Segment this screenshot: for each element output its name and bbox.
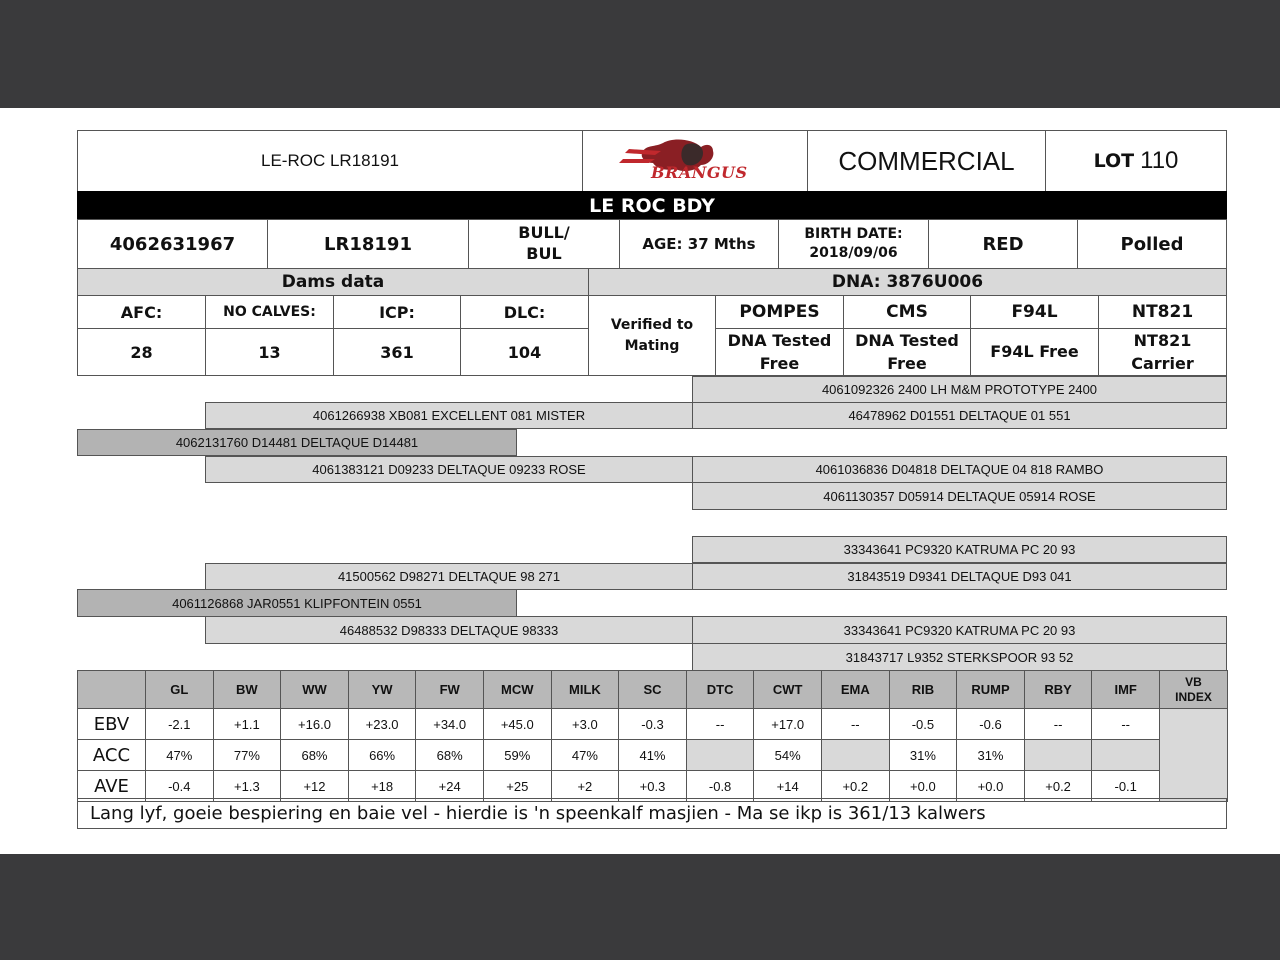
dna-test-result: DNA Tested Free bbox=[843, 328, 971, 376]
ebv-value-cell: +12 bbox=[280, 770, 349, 802]
dna-test-name: CMS bbox=[843, 295, 971, 329]
ebv-column-header: WW bbox=[280, 670, 349, 709]
dna-test-name: NT821 bbox=[1098, 295, 1227, 329]
ebv-value-cell: 66% bbox=[348, 739, 417, 771]
pedigree-sire-dam-sire: 4061036836 D04818 DELTAQUE 04 818 RAMBO bbox=[692, 456, 1227, 483]
age: AGE: 37 Mths bbox=[619, 219, 779, 269]
ebv-value-cell: +24 bbox=[415, 770, 484, 802]
brangus-logo bbox=[582, 130, 808, 192]
ebv-value-cell: +0.2 bbox=[821, 770, 890, 802]
ebv-value-cell: -0.6 bbox=[956, 708, 1025, 740]
ebv-value-cell: -0.5 bbox=[889, 708, 958, 740]
no-calves-label: NO CALVES: bbox=[205, 295, 334, 329]
ebv-value-cell: 41% bbox=[618, 739, 687, 771]
dams-heading: Dams data bbox=[77, 268, 589, 296]
ebv-column-header: MILK bbox=[551, 670, 620, 709]
ebv-value-cell: 68% bbox=[415, 739, 484, 771]
ebv-column-header: EMA bbox=[821, 670, 890, 709]
ebv-column-header: SC bbox=[618, 670, 687, 709]
afc-label: AFC: bbox=[77, 295, 206, 329]
animal-name: LE-ROC LR18191 bbox=[77, 130, 583, 192]
dna-test-result: NT821 Carrier bbox=[1098, 328, 1227, 376]
ebv-column-header: RUMP bbox=[956, 670, 1025, 709]
ebv-value-cell: +1.3 bbox=[213, 770, 282, 802]
ebv-value-cell: +34.0 bbox=[415, 708, 484, 740]
pedigree-dam-sire-sire: 33343641 PC9320 KATRUMA PC 20 93 bbox=[692, 536, 1227, 563]
pedigree-sire-sire-dam: 46478962 D01551 DELTAQUE 01 551 bbox=[692, 402, 1227, 429]
ebv-value-cell bbox=[1091, 739, 1160, 771]
ebv-value-cell: 59% bbox=[483, 739, 552, 771]
ebv-value-cell: -- bbox=[686, 708, 755, 740]
ebv-value-cell: 31% bbox=[889, 739, 958, 771]
ebv-value-cell: 31% bbox=[956, 739, 1025, 771]
ebv-value-cell: 47% bbox=[145, 739, 214, 771]
icp-value: 361 bbox=[333, 328, 461, 376]
ebv-row-label: EBV bbox=[77, 708, 146, 740]
ebv-value-cell bbox=[821, 739, 890, 771]
ebv-value-cell: -0.1 bbox=[1091, 770, 1160, 802]
icp-label: ICP: bbox=[333, 295, 461, 329]
comment-text: Lang lyf, goeie bespiering en baie vel - hierdie is 'n speenkalf masjien - Ma se ikp is 361/13 kalwers bbox=[77, 798, 1227, 829]
dlc-label: DLC: bbox=[460, 295, 589, 329]
sex: BULL/ BUL bbox=[468, 219, 620, 269]
ebv-value-cell: -0.3 bbox=[618, 708, 687, 740]
ebv-value-cell: +45.0 bbox=[483, 708, 552, 740]
colour: RED bbox=[928, 219, 1078, 269]
ebv-row-label: ACC bbox=[77, 739, 146, 771]
ebv-value-cell: -0.8 bbox=[686, 770, 755, 802]
lot-number: 110 bbox=[1140, 147, 1179, 174]
ebv-value-cell: +0.3 bbox=[618, 770, 687, 802]
pedigree-dam-dam: 46488532 D98333 DELTAQUE 98333 bbox=[205, 616, 693, 644]
lot-box bbox=[1045, 130, 1227, 192]
dna-test-result: F94L Free bbox=[970, 328, 1099, 376]
index-value-cell bbox=[1159, 708, 1228, 802]
pedigree-dam-sire-dam: 31843519 D9341 DELTAQUE D93 041 bbox=[692, 563, 1227, 590]
ebv-value-cell: -0.4 bbox=[145, 770, 214, 802]
no-calves-value: 13 bbox=[205, 328, 334, 376]
ebv-value-cell: +0.0 bbox=[889, 770, 958, 802]
ebv-value-cell: +25 bbox=[483, 770, 552, 802]
ebv-value-cell: +18 bbox=[348, 770, 417, 802]
dna-test-name: POMPES bbox=[715, 295, 844, 329]
category: COMMERCIAL bbox=[807, 130, 1046, 192]
pedigree-dam: 4061126868 JAR0551 KLIPFONTEIN 0551 bbox=[77, 589, 517, 617]
ebv-value-cell: +0.2 bbox=[1024, 770, 1093, 802]
ebv-value-cell bbox=[1024, 739, 1093, 771]
ebv-column-header: RIB bbox=[889, 670, 958, 709]
birth-date: BIRTH DATE: 2018/09/06 bbox=[778, 219, 929, 269]
ebv-value-cell: +23.0 bbox=[348, 708, 417, 740]
id-number: 4062631967 bbox=[77, 219, 268, 269]
ebv-value-cell: -- bbox=[821, 708, 890, 740]
pedigree-dam-dam-sire: 33343641 PC9320 KATRUMA PC 20 93 bbox=[692, 616, 1227, 644]
ebv-value-cell: -- bbox=[1091, 708, 1160, 740]
lot-card bbox=[0, 108, 1280, 854]
ebv-column-header: YW bbox=[348, 670, 417, 709]
ebv-value-cell: -- bbox=[1024, 708, 1093, 740]
lot-label: LOT bbox=[1093, 150, 1135, 172]
ebv-value-cell: +17.0 bbox=[753, 708, 822, 740]
tag-number: LR18191 bbox=[267, 219, 469, 269]
dna-test-name: F94L bbox=[970, 295, 1099, 329]
ebv-value-cell: +14 bbox=[753, 770, 822, 802]
afc-value: 28 bbox=[77, 328, 206, 376]
horn-status: Polled bbox=[1077, 219, 1227, 269]
ebv-value-cell: 77% bbox=[213, 739, 282, 771]
verified-to-mating: Verified to Mating bbox=[588, 295, 716, 376]
dna-test-result: DNA Tested Free bbox=[715, 328, 844, 376]
ebv-value-cell: -2.1 bbox=[145, 708, 214, 740]
ebv-column-header: CWT bbox=[753, 670, 822, 709]
logo-text: BRANGUS bbox=[651, 163, 748, 182]
ebv-column-header: FW bbox=[415, 670, 484, 709]
ebv-value-cell: +0.0 bbox=[956, 770, 1025, 802]
ebv-corner bbox=[77, 670, 146, 709]
index-column-header: VB INDEX bbox=[1159, 670, 1228, 709]
ebv-value-cell: 47% bbox=[551, 739, 620, 771]
pedigree-sire-sire-sire: 4061092326 2400 LH M&M PROTOTYPE 2400 bbox=[692, 376, 1227, 403]
ebv-value-cell: +3.0 bbox=[551, 708, 620, 740]
pedigree-sire-sire: 4061266938 XB081 EXCELLENT 081 MISTER bbox=[205, 402, 693, 429]
ebv-column-header: RBY bbox=[1024, 670, 1093, 709]
ebv-column-header: MCW bbox=[483, 670, 552, 709]
dlc-value: 104 bbox=[460, 328, 589, 376]
ebv-column-header: IMF bbox=[1091, 670, 1160, 709]
ebv-column-header: DTC bbox=[686, 670, 755, 709]
ebv-value-cell bbox=[686, 739, 755, 771]
ebv-value-cell: 54% bbox=[753, 739, 822, 771]
ebv-column-header: GL bbox=[145, 670, 214, 709]
dna-heading: DNA: 3876U006 bbox=[588, 268, 1227, 296]
pedigree-dam-dam-dam: 31843717 L9352 STERKSPOOR 93 52 bbox=[692, 643, 1227, 671]
ebv-row-label: AVE bbox=[77, 770, 146, 802]
pedigree-sire-dam: 4061383121 D09233 DELTAQUE 09233 ROSE bbox=[205, 456, 693, 483]
ebv-column-header: BW bbox=[213, 670, 282, 709]
pedigree-sire-dam-dam: 4061130357 D05914 DELTAQUE 05914 ROSE bbox=[692, 482, 1227, 510]
pedigree-sire: 4062131760 D14481 DELTAQUE D14481 bbox=[77, 429, 517, 456]
page-title: LE ROC BDY bbox=[77, 191, 1227, 220]
ebv-value-cell: +1.1 bbox=[213, 708, 282, 740]
ebv-value-cell: 68% bbox=[280, 739, 349, 771]
ebv-value-cell: +16.0 bbox=[280, 708, 349, 740]
ebv-value-cell: +2 bbox=[551, 770, 620, 802]
pedigree-dam-sire: 41500562 D98271 DELTAQUE 98 271 bbox=[205, 563, 693, 590]
